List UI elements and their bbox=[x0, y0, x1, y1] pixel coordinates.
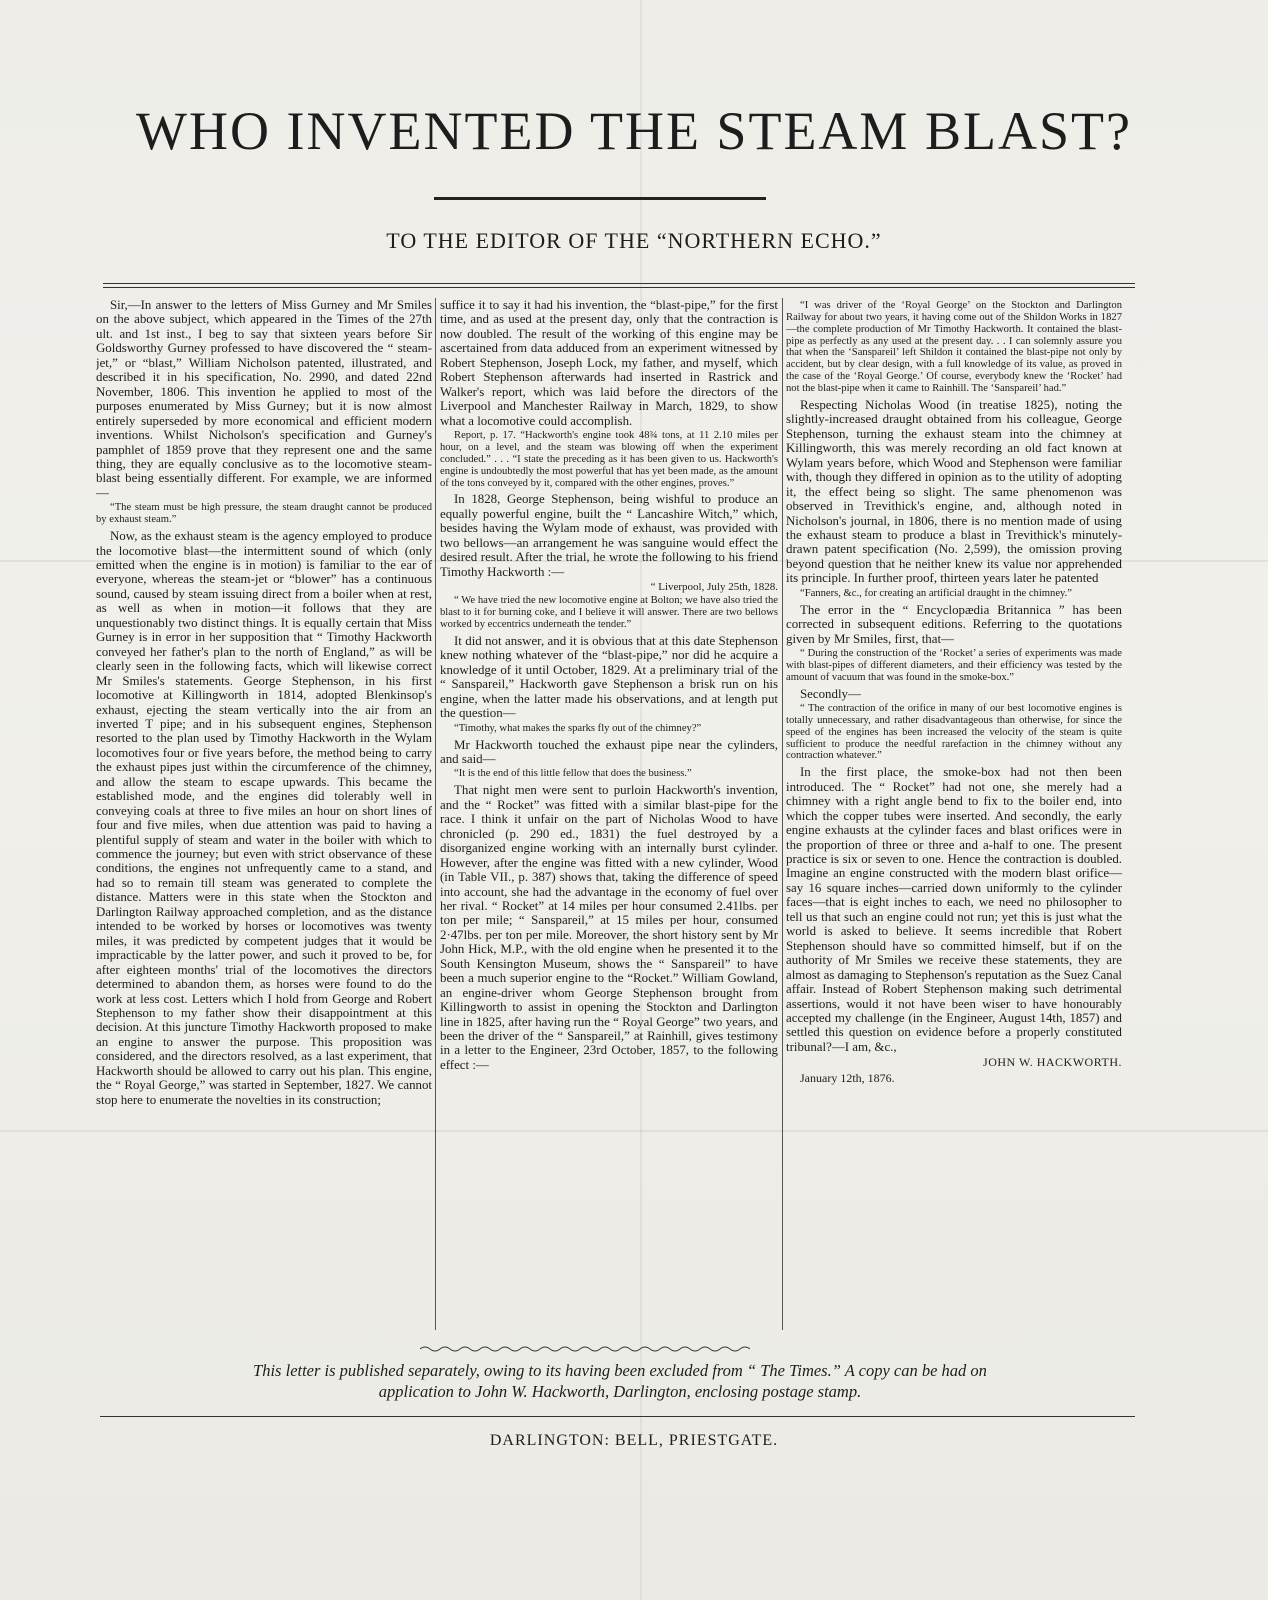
paragraph: That night men were sent to purloin Hackworth's invention, and the “ Rocket” was fitted with a similar blast-pipe for the race. I think it unfair on the part of Nicholas Wood to have chronicled (p. 290 ed., 1831) the fuel destroyed by a disorganized engine working with an internally burst cylinder. However, after the engine was fitted with a new cylinder, Wood (in Table VII., p. 387) shows that, taking the difference of speed into account, she had the advantage in the economy of fuel over her rival. “ Rocket” at 14 miles per hour consumed 2.41lbs. per ton per mile; “ Sanspareil,” at 15 miles per hour, consumed 2·47lbs. per ton per mile. Moreover, the short history sent by Mr John Hick, M.P., with the old engine when he presented it to the South Kensington Museum, shows the “ Sanspareil” to have been a much superior engine to the “Rocket.” William Gowland, an engine-driver whom George Stephenson brought from Killingworth to assist in opening the Stockton and Darlington line in 1825, after having run the “ Royal George” two years, and been the driver of the “ Sanspareil,” at Rainhill, gives testimony in a letter to the Engineer, 23rd October, 1857, to the following effect :— bbox=[440, 783, 778, 1072]
printer-imprint: DARLINGTON: BELL, PRIESTGATE. bbox=[489, 1432, 779, 1449]
page-subtitle: TO THE EDITOR OF THE “NORTHERN ECHO.” bbox=[386, 228, 882, 253]
publication-note-line: application to John W. Hackworth, Darlington, enclosing postage stamp. bbox=[378, 1382, 862, 1402]
quotation: “I was driver of the ‘Royal George’ on the Stockton and Darlington Railway for about two years, it having come out of the Shildon Works in 1827—the complete production of Mr Timothy Hackworth. It contained the blast-pipe as perfectly as any used at the present day. . . I can solemnly assure you that when the ‘Sanspareil’ left Shildon it contained the blast-pipe not only by accident, but by clear design, with a full knowledge of its value, as proved in the case of the ‘Royal George.’ Of course, everybody knew the ‘Rocket’ had not the blast-pipe when it came to Rainhill. The ‘Sanspareil’ had.” bbox=[786, 300, 1122, 395]
header-double-rule bbox=[103, 283, 1135, 288]
title-rule bbox=[434, 197, 766, 200]
quotation: “Timothy, what makes the sparks fly out of the chimney?” bbox=[454, 722, 702, 734]
column-divider bbox=[435, 298, 436, 1330]
column-3 bbox=[786, 298, 1122, 1358]
publication-note-line: This letter is published separately, owing to its having been excluded from “ The Times.” A copy can be had on bbox=[253, 1361, 987, 1380]
quotation: “Fanners, &c., for creating an artificial draught in the chimney.” bbox=[800, 587, 1072, 599]
quotation: “The steam must be high pressure, the steam draught cannot be produced by exhaust steam.” bbox=[96, 502, 432, 526]
paragraph: In 1828, George Stephenson, being wishful to produce an equally powerful engine, built the “ Lancashire Witch,” which, besides having the Wylam mode of exhaust, was provided with two bellows—an arrangement he was sanguine would effect the desired result. After the trial, he wrote the following to his friend Timothy Hackworth :— bbox=[440, 492, 778, 579]
paragraph: Secondly— bbox=[800, 686, 861, 701]
wavy-divider bbox=[420, 1344, 750, 1354]
paragraph: It did not answer, and it is obvious that at this date Stephenson knew nothing whatever of the “blast-pipe,” nor did he acquire a knowledge of it until October, 1829. At a preliminary trial of the “ Sanspareil,” Hackworth gave Stephenson a brisk run on his engine, when the latter made his observations, and at length put the question— bbox=[440, 633, 778, 721]
page-title: WHO INVENTED THE STEAM BLAST? bbox=[136, 101, 1132, 161]
signature-name: JOHN W. HACKWORTH. bbox=[983, 1055, 1122, 1070]
paragraph: In the first place, the smoke-box had not then been introduced. The “ Rocket” had not one, she merely had a chimney with a right angle bend to fix to the boiler end, into which the copper tubes were inserted. And secondly, the early engine exhausts at the cylinder faces and blast orifices were in the proportion of three or three and a-half to one. The present practice is six or seven to one. Hence the contraction is doubled. Imagine an engine constructed with the modern blast orifice—say 16 square inches—carried down uniformly to the cylinder faces—that is eight inches to each, we need no philosopher to tell us that such an engine could not run; yet this is just what the world is asked to believe. It seems incredible that Robert Stephenson should have so committed himself, but if on the authority of Mr Smiles we receive these statements, they are almost as damaging to Stephenson's reputation as the Suez Canal affair. Instead of Robert Stephenson making such detrimental assertions, would it not have been wiser to have honourably accepted my challenge (in the Engineer, August 14th, 1857) and settled this question on evidence before a properly constituted tribunal?—I am, &c., bbox=[786, 765, 1122, 1054]
paragraph: Sir,—In answer to the letters of Miss Gurney and Mr Smiles on the above subject, which appeared in the Times of the 27th ult. and 1st inst., I beg to say that sixteen years before Sir Goldsworthy Gurney professed to have discovered the “ steam-jet,” or “blast,” William Nicholson patented, illustrated, and described it in his specification, No. 2990, and dated 22nd November, 1806. This invention he applied to most of the purposes enumerated by Miss Gurney; but it is now almost entirely superseded by more economical and efficient modern inventions. Whilst Nicholson's specification and Gurney's pamphlet of 1859 prove that they represent one and the same thing, they are equally conclusive as to the locomotive steam-blast being essentially different. For example, we are informed— bbox=[96, 298, 432, 500]
quotation: “ We have tried the new locomotive engine at Bolton; we have also tried the blast to it for burning coke, and I believe it will answer. There are two bellows worked by eccentrics underneath the tender.” bbox=[440, 595, 778, 631]
paragraph: Now, as the exhaust steam is the agency employed to produce the locomotive blast—the intermittent sound of which (only emitted when the engine is in motion) is familiar to the ear of everyone, whereas the steam-jet or “blower” has a continuous sound, caused by steam issuing direct from a boiler when at rest, as well as when in motion—it follows that they are unquestionably two distinct things. It is equally certain that Miss Gurney is in error in her supposition that “ Timothy Hackworth conveyed her father's plan to the north of England,” as will be clearly seen in the following facts, which will likewise correct Mr Smiles's statements. George Stephenson, in his first locomotive at Killingworth in 1814, adopted Blenkinsop's exhaust, ejecting the steam vertically into the air from an inverted T pipe; and in his subsequent engines, Stephenson resorted to the plan used by Timothy Hackworth in the Wylam locomotives four or five years before, the method being to carry the exhaust pipes just within the circumference of the chimney, and allow the steam to escape upwards. This became the established mode, and the engines did tolerably well in conveying coals at three to five miles an hour on short lines of four and five miles, when due attention was paid to having a plentiful supply of steam and water in the boiler with which to commence the journey; but even with strict observance of these conditions, the engines not unfrequently came to a stand, and had so to remain till steam was generated to complete the distance. Matters were in this state when the Stockton and Darlington Railway approached completion, and as the distance intended to be worked by horses or locomotives was twenty miles, it was predicted by competent judges that it would be impracticable by the latter power, and such it proved to be, for after eighteen months' trial of the locomotives the directors determined to abandon them, as horses were found to do the work at less cost. Letters which I hold from George and Robert Stephenson to my father show their disappointment at this decision. At this juncture Timothy Hackworth proposed to make an engine to answer the purpose. This proposition was considered, and the directors resolved, as a last experiment, that Hackworth should be allowed to carry out his plan. This engine, the “ Royal George,” was started in September, 1827. We cannot stop here to enumerate the novelties in its construction; bbox=[96, 529, 432, 1107]
paragraph: The error in the “ Encyclopædia Britannica ” has been corrected in subsequent editions. Referring to the quotations given by Mr Smiles, first, that— bbox=[786, 602, 1122, 646]
paragraph: Respecting Nicholas Wood (in treatise 1825), noting the slightly-increased draught obtained from his colleague, George Stephenson, turning the exhaust steam into the chimney at Killingworth, this was merely recording an old fact known at Wylam years before, which Wood and Stephenson were familiar with, though they differed in opinion as to the utility of adopting it, the effect being so slight. The same phenomenon was observed in Trevithick's engine, and, although noted in Nicholson's journal, in 1806, there is no mention made of using the exhaust steam to produce a blast in Trevithick's minutely-drawn patent specification (No. 2,599), the omission proving beyond question that he neither knew its value nor apprehended its principle. In further proof, thirteen years later he patented bbox=[786, 397, 1122, 586]
column-2 bbox=[440, 298, 778, 1358]
quotation: “ During the construction of the ‘Rocket’ a series of experiments was made with blast-pipes of different diameters, and their efficiency was tested by the amount of vacuum that was found in the smoke-box.” bbox=[786, 647, 1122, 683]
footer-rule bbox=[100, 1416, 1135, 1417]
letter-date: January 12th, 1876. bbox=[800, 1070, 895, 1085]
letter-dateline: “ Liverpool, July 25th, 1828. bbox=[650, 581, 778, 594]
publication-note bbox=[120, 1360, 1120, 1403]
column-1 bbox=[96, 298, 432, 1358]
column-divider bbox=[782, 298, 783, 1330]
quotation: “It is the end of this little fellow that does the business.” bbox=[454, 768, 692, 780]
paragraph: suffice it to say it had his invention, the “blast-pipe,” for the first time, and as used at the present day, only that the contraction is now doubled. The result of the working of this engine may be ascertained from data adduced from an experiment witnessed by Robert Stephenson, Joseph Lock, my father, and myself, which Robert Stephenson afterwards had inserted in Rastrick and Walker's report, which was laid before the directors of the Liverpool and Manchester Railway in March, 1829, to show what a locomotive could accomplish. bbox=[440, 298, 778, 428]
quotation: “ The contraction of the orifice in many of our best locomotive engines is totally unnecessary, and rather disadvantageous than otherwise, for since the speed of the engines has been increased the velocity of the steam is quite sufficient to produce the needful rarefaction in the chimney without any contraction whatever.” bbox=[786, 703, 1122, 762]
paragraph: Mr Hackworth touched the exhaust pipe near the cylinders, and said— bbox=[440, 737, 778, 767]
quotation: Report, p. 17. “Hackworth's engine took 48¾ tons, at 11 2.10 miles per hour, on a level, and the steam was blowing off when the experiment concluded.” . . . “I state the preceding as it has been given to us. Hackworth's engine is undoubtedly the most powerful that has yet been made, as the amount of the tons conveyed by it, compared with the other engines, proves.” bbox=[440, 430, 778, 489]
